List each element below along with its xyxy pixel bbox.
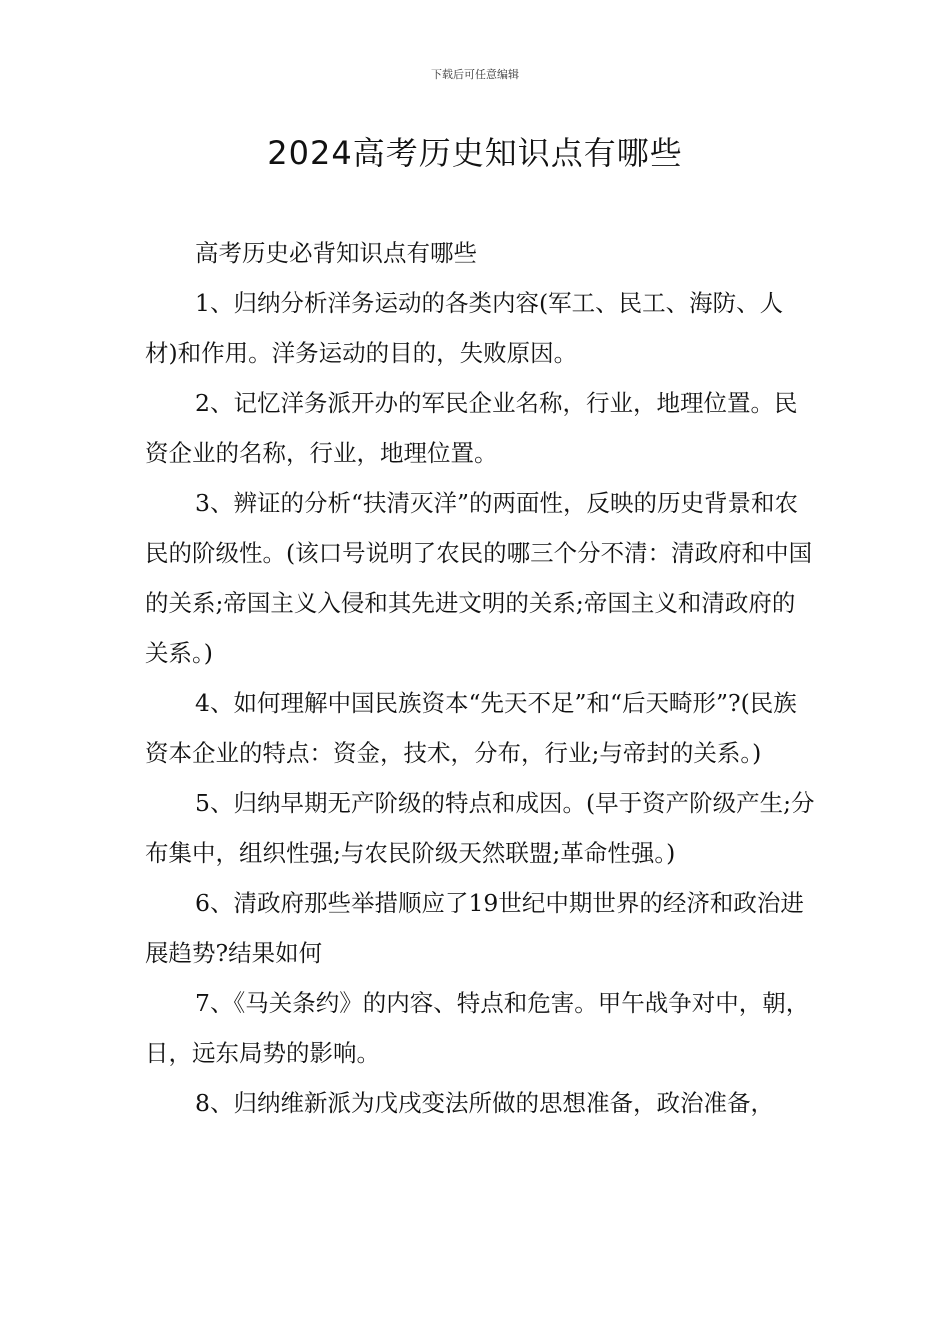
paragraph-item-2: 2、记忆洋务派开办的军民企业名称，行业，地理位置。民资企业的名称，行业，地理位置。 (145, 389, 798, 467)
document-title: 2024高考历史知识点有哪些 (267, 134, 683, 172)
paragraph-intro: 高考历史必背知识点有哪些 (195, 239, 477, 267)
paragraph-item-5: 5、归纳早期无产阶级的特点和成因。(早于资产阶级产生;分布集中，组织性强;与农民阶级天然联盟;革命性强。) (145, 789, 815, 867)
paragraph-item-4: 4、如何理解中国民族资本“先天不足”和“后天畸形”?(民族资本企业的特点：资金，技术，分布，行业;与帝封的关系。) (145, 689, 797, 767)
paragraph-item-3: 3、辨证的分析“扶清灭洋”的两面性，反映的历史背景和农民的阶级性。(该口号说明了农民的哪三个分不清：清政府和中国的关系;帝国主义入侵和其先进文明的关系;帝国主义和清政府的关系。) (145, 489, 813, 667)
paragraph-item-1: 1、归纳分析洋务运动的各类内容(军工、民工、海防、人材)和作用。洋务运动的目的，失败原因。 (145, 289, 784, 367)
document-body (145, 228, 815, 1128)
paragraph-item-8: 8、归纳维新派为戊戌变法所做的思想准备，政治准备， (195, 1089, 774, 1117)
header-note: 下载后可任意编辑 (431, 68, 519, 81)
paragraph-item-6: 6、清政府那些举措顺应了19世纪中期世界的经济和政治进展趋势?结果如何 (145, 889, 804, 967)
paragraph-item-7: 7、《马关条约》的内容、特点和危害。甲午战争对中，朝，日，远东局势的影响。 (145, 989, 810, 1067)
